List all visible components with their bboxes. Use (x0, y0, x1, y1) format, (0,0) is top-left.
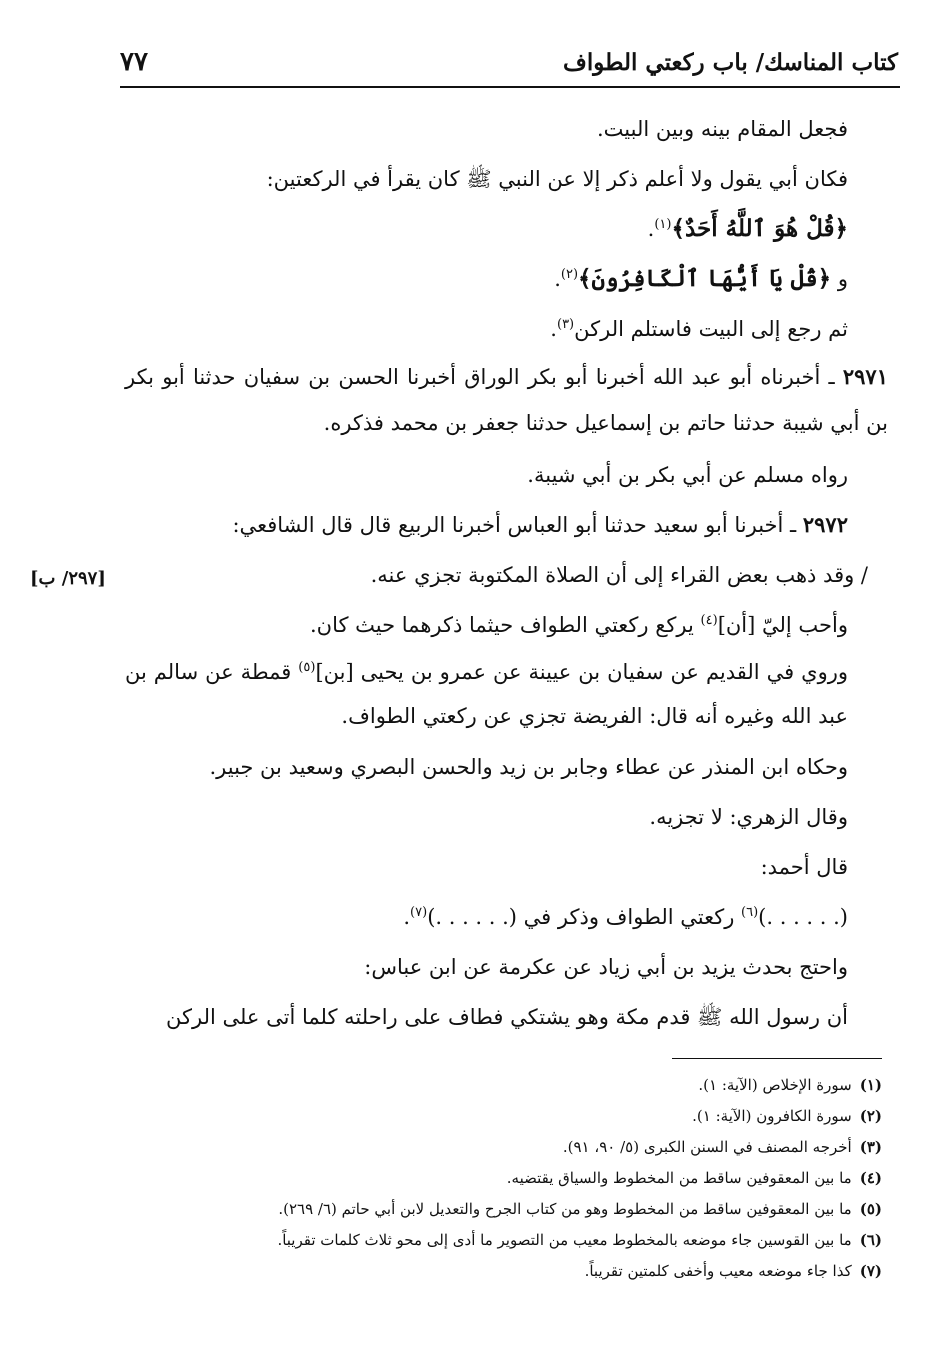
hadith-text: ـ أخبرنا أبو سعيد حدثنا أبو العباس أخبرنا الربيع قال قال الشافعي: (232, 513, 797, 537)
text-line (125, 942, 888, 992)
text-line (125, 104, 888, 154)
text-line (125, 600, 888, 650)
text-span: فكان أبي يقول ولا أعلم ذكر إلا عن النبي ﷺ كان يقرأ في الركعتين: (266, 167, 848, 191)
footnote-mark: (٧) (859, 1262, 882, 1280)
footnote-text: ما بين المعقوفين ساقط من المخطوط والسياق يقتضيه. (506, 1169, 852, 1187)
text-span: أن رسول الله ﷺ قدم مكة وهو يشتكي فطاف على راحلته كلما أتى على الركن (166, 1005, 848, 1029)
quran-text: ﴿قُلْ يَا أَيُّهَا ٱلْكَافِرُونَ﴾ (578, 265, 832, 292)
running-title: كتاب المناسك/ باب ركعتي الطواف (563, 48, 898, 76)
text-span: رواه مسلم عن أبي بكر بن أبي شيبة. (527, 463, 848, 487)
footnote-mark: (١) (859, 1076, 882, 1094)
text-paragraph (125, 650, 888, 738)
page-number: ٧٧ (120, 47, 148, 77)
header-rule (120, 86, 900, 88)
footnote (120, 1070, 882, 1101)
text-line (125, 450, 888, 500)
quran-verse: و ﴿قُلْ يَا أَيُّهَا ٱلْكَافِرُونَ﴾$^{(٢)}$. (554, 265, 848, 292)
hadith-number: ٢٩٧٢ (802, 512, 848, 537)
footnote-text: أخرجه المصنف في السنن الكبرى (٥/ ٩٠، ٩١). (562, 1138, 852, 1156)
main-text (125, 104, 888, 1042)
footnote-text: سورة الإخلاص (الآية: ١). (698, 1076, 852, 1094)
text-span: / وقد ذهب بعض القراء إلى أن الصلاة المكتوبة تجزي عنه. (370, 563, 868, 587)
text-line (125, 550, 888, 600)
text-span: ثم رجع إلى البيت فاستلم الركن (574, 317, 848, 341)
footnote (120, 1256, 882, 1287)
footnote (120, 1225, 882, 1256)
hadith-number: ٢٩٧١ (842, 364, 888, 389)
text-line (125, 842, 888, 892)
text-span: يركع ركعتي الطواف حيثما ذكرهما حيث كان. (310, 613, 694, 637)
footnote-ref: (١) (654, 217, 672, 232)
text-span: وأحب إليّ [أن] (717, 613, 848, 637)
quran-text: ﴿قُلْ هُوَ ٱللَّهُ أَحَدٌ﴾ (671, 215, 848, 242)
text-line (125, 992, 888, 1042)
hadith-2971 (125, 354, 888, 446)
footnote-mark: (٢) (859, 1107, 882, 1125)
text-span: (. . . . . .) (758, 905, 848, 929)
margin-folio-note: [٢٩٧/ ب] (30, 568, 106, 589)
footnote (120, 1132, 882, 1163)
footnote-ref: (٧) (410, 905, 428, 920)
text-line (125, 792, 888, 842)
page-header (120, 40, 898, 84)
footnote (120, 1101, 882, 1132)
footnote (120, 1163, 882, 1194)
text-span: وقال الزهري: لا تجزيه. (649, 805, 848, 829)
footnote-mark: (٥) (859, 1200, 882, 1218)
text-span: ركعتي الطواف وذكر في (. . . . . .) (427, 905, 735, 929)
footnote-separator (672, 1058, 882, 1059)
footnote-text: سورة الكافرون (الآية: ١). (692, 1107, 852, 1125)
footnote-ref: (٣) (556, 317, 575, 332)
text-line (125, 892, 888, 942)
text-span: فجعل المقام بينه وبين البيت. (596, 117, 848, 141)
text-span: . (403, 905, 411, 929)
hadith-2972 (125, 500, 888, 550)
footnote-mark: (٦) (859, 1231, 882, 1249)
text-line: ثم رجع إلى البيت فاستلم الركن$^{(٣)}$. (550, 317, 848, 341)
text-span: قال أحمد: (760, 855, 848, 879)
footnote (120, 1194, 882, 1225)
footnote-ref: (٤) (700, 613, 718, 628)
text-span: قمطة عن سالم بن عبد الله وغيره أنه قال: الفريضة تجزي عن ركعتي الطواف. (125, 660, 848, 728)
hadith-text: ـ أخبرناه أبو عبد الله أخبرنا أبو بكر الوراق أخبرنا الحسن بن سفيان حدثنا أبو بكر بن أبي شيبة حدثنا حاتم بن إسماعيل حدثنا جعفر بن محمد فذكره. (125, 365, 888, 435)
footnote-text: ما بين المعقوفين ساقط من المخطوط وهو من كتاب الجرح والتعديل لابن أبي حاتم (٦/ ٢٦٩). (278, 1200, 852, 1218)
footnote-mark: (٣) (859, 1138, 882, 1156)
footnote-ref: (٢) (560, 267, 579, 282)
footnotes (120, 1070, 882, 1287)
text-line (125, 154, 888, 204)
footnote-text: ما بين القوسين جاء موضعه بالمخطوط معيب من التصوير ما أدى إلى محو ثلاث كلمات تقريباً. (277, 1231, 852, 1249)
quran-verse: ﴿قُلْ هُوَ ٱللَّهُ أَحَدٌ﴾$^{(١)}$. (647, 215, 848, 242)
footnote-ref: (٦) (741, 905, 759, 920)
footnote-text: كذا جاء موضعه معيب وأخفى كلمتين تقريباً. (584, 1262, 852, 1280)
text-span: و (837, 267, 848, 291)
footnote-ref: (٥) (298, 660, 316, 675)
footnote-mark: (٤) (859, 1169, 882, 1187)
text-span: وحكاه ابن المنذر عن عطاء وجابر بن زيد والحسن البصري وسعيد بن جبير. (209, 755, 848, 779)
text-line (125, 742, 888, 792)
text-span: واحتج بحدث يزيد بن أبي زياد عن عكرمة عن ابن عباس: (364, 955, 848, 979)
text-span: وروي في القديم عن سفيان بن عيينة عن عمرو بن يحيى [بن] (315, 660, 848, 684)
